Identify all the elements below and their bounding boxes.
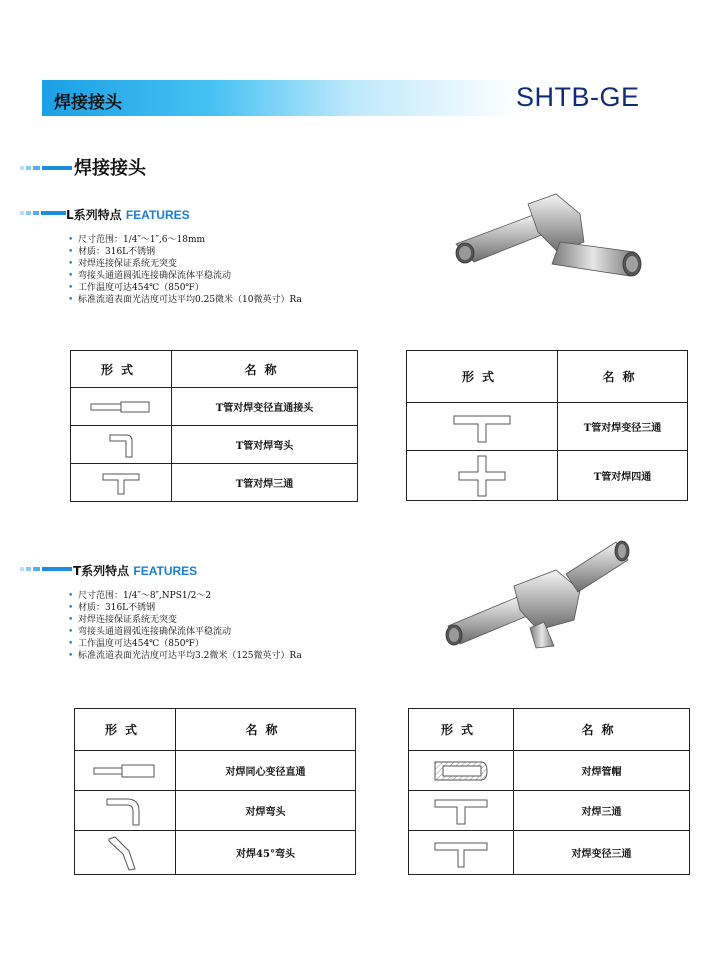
- header-product-code: SHTB-GE: [516, 82, 640, 112]
- table-row: [407, 403, 688, 451]
- table-row: [409, 751, 690, 791]
- table-cell-name: 对焊三通: [514, 791, 690, 831]
- table-row: [71, 426, 358, 464]
- table-header-name: 名称: [558, 351, 688, 403]
- table-cell-name: 对焊管帽: [514, 751, 690, 791]
- butt-weld-elbow-figure: [75, 791, 176, 831]
- table-row: [71, 388, 358, 426]
- list-item: • 对焊连接保证系统无突变: [68, 614, 302, 626]
- table-header-form: 形式: [71, 351, 172, 388]
- table-cell-name: T管对焊变径三通: [558, 403, 688, 451]
- list-item: • 弯接头通道圆弧连接确保流体平稳流动: [68, 626, 302, 638]
- list-item: • 弯接头通道圆弧连接确保流体平稳流动: [68, 270, 302, 282]
- table-header-name: 名称: [172, 351, 358, 388]
- tee-figure: [71, 464, 172, 502]
- l-elbow-product-image: [448, 190, 648, 300]
- t-series-heading-en: FEATURES: [133, 564, 198, 578]
- concentric-reducer-figure: [75, 751, 176, 791]
- table-header-form: 形式: [409, 709, 514, 751]
- l-series-bullet-bars: [20, 207, 66, 219]
- table-row: [409, 791, 690, 831]
- reducer-union-figure: [71, 388, 172, 426]
- list-item: • 尺寸范围：1/4″～8″,NPS1/2～2: [68, 590, 302, 602]
- butt-weld-tee-figure: [409, 791, 514, 831]
- t-series-table-left: [74, 708, 356, 875]
- table-header-form: 形式: [407, 351, 558, 403]
- t-series-heading-cn: T系列特点: [73, 564, 130, 578]
- list-item: • 工作温度可达454℃（850℉）: [68, 638, 302, 650]
- cross-figure: [407, 451, 558, 501]
- l-series-heading-cn: L系列特点: [66, 208, 122, 222]
- table-row: [71, 464, 358, 502]
- table-cell-name: T管对焊三通: [172, 464, 358, 502]
- t-series-table-right: [408, 708, 690, 875]
- reducing-tee-figure: [407, 403, 558, 451]
- l-series-heading: [66, 206, 190, 223]
- elbow-figure: [71, 426, 172, 464]
- elbow-45-figure: [75, 831, 176, 875]
- l-series-heading-en: FEATURES: [125, 208, 190, 222]
- tee-product-image: [440, 530, 640, 650]
- butt-weld-reducing-tee-figure: [409, 831, 514, 875]
- table-cell-name: 对焊同心变径直通: [176, 751, 356, 791]
- header-title: 焊接接头: [54, 93, 122, 113]
- l-series-feature-list: [68, 234, 302, 306]
- table-header-name: 名称: [514, 709, 690, 751]
- table-cell-name: 对焊45°弯头: [176, 831, 356, 875]
- table-header-name: 名称: [176, 709, 356, 751]
- table-cell-name: T管对焊弯头: [172, 426, 358, 464]
- t-series-feature-list: [68, 590, 302, 662]
- l-series-table-right: [406, 350, 688, 501]
- table-cell-name: 对焊变径三通: [514, 831, 690, 875]
- list-item: • 材质：316L不锈钢: [68, 602, 302, 614]
- list-item: • 标准流道表面光洁度可达平均0.25微米（10微英寸）Ra: [68, 294, 302, 306]
- t-series-bullet-bars: [20, 563, 72, 575]
- list-item: • 对焊连接保证系统无突变: [68, 258, 302, 270]
- table-cell-name: T管对焊四通: [558, 451, 688, 501]
- table-header-form: 形式: [75, 709, 176, 751]
- section-title: 焊接接头: [74, 158, 146, 179]
- table-row: [409, 831, 690, 875]
- table-row: [75, 791, 356, 831]
- pipe-cap-figure: [409, 751, 514, 791]
- list-item: • 标准流道表面光洁度可达平均3.2微米（125微英寸）Ra: [68, 650, 302, 662]
- list-item: • 工作温度可达454℃（850℉）: [68, 282, 302, 294]
- t-series-heading: [73, 562, 197, 579]
- table-cell-name: 对焊弯头: [176, 791, 356, 831]
- table-row: [75, 831, 356, 875]
- section-bullet-bars: [20, 162, 72, 174]
- table-row: [407, 451, 688, 501]
- list-item: • 材质：316L不锈钢: [68, 246, 302, 258]
- table-row: [75, 751, 356, 791]
- l-series-table-left: [70, 350, 358, 502]
- table-cell-name: T管对焊变径直通接头: [172, 388, 358, 426]
- list-item: • 尺寸范围：1/4″～1″,6～18mm: [68, 234, 302, 246]
